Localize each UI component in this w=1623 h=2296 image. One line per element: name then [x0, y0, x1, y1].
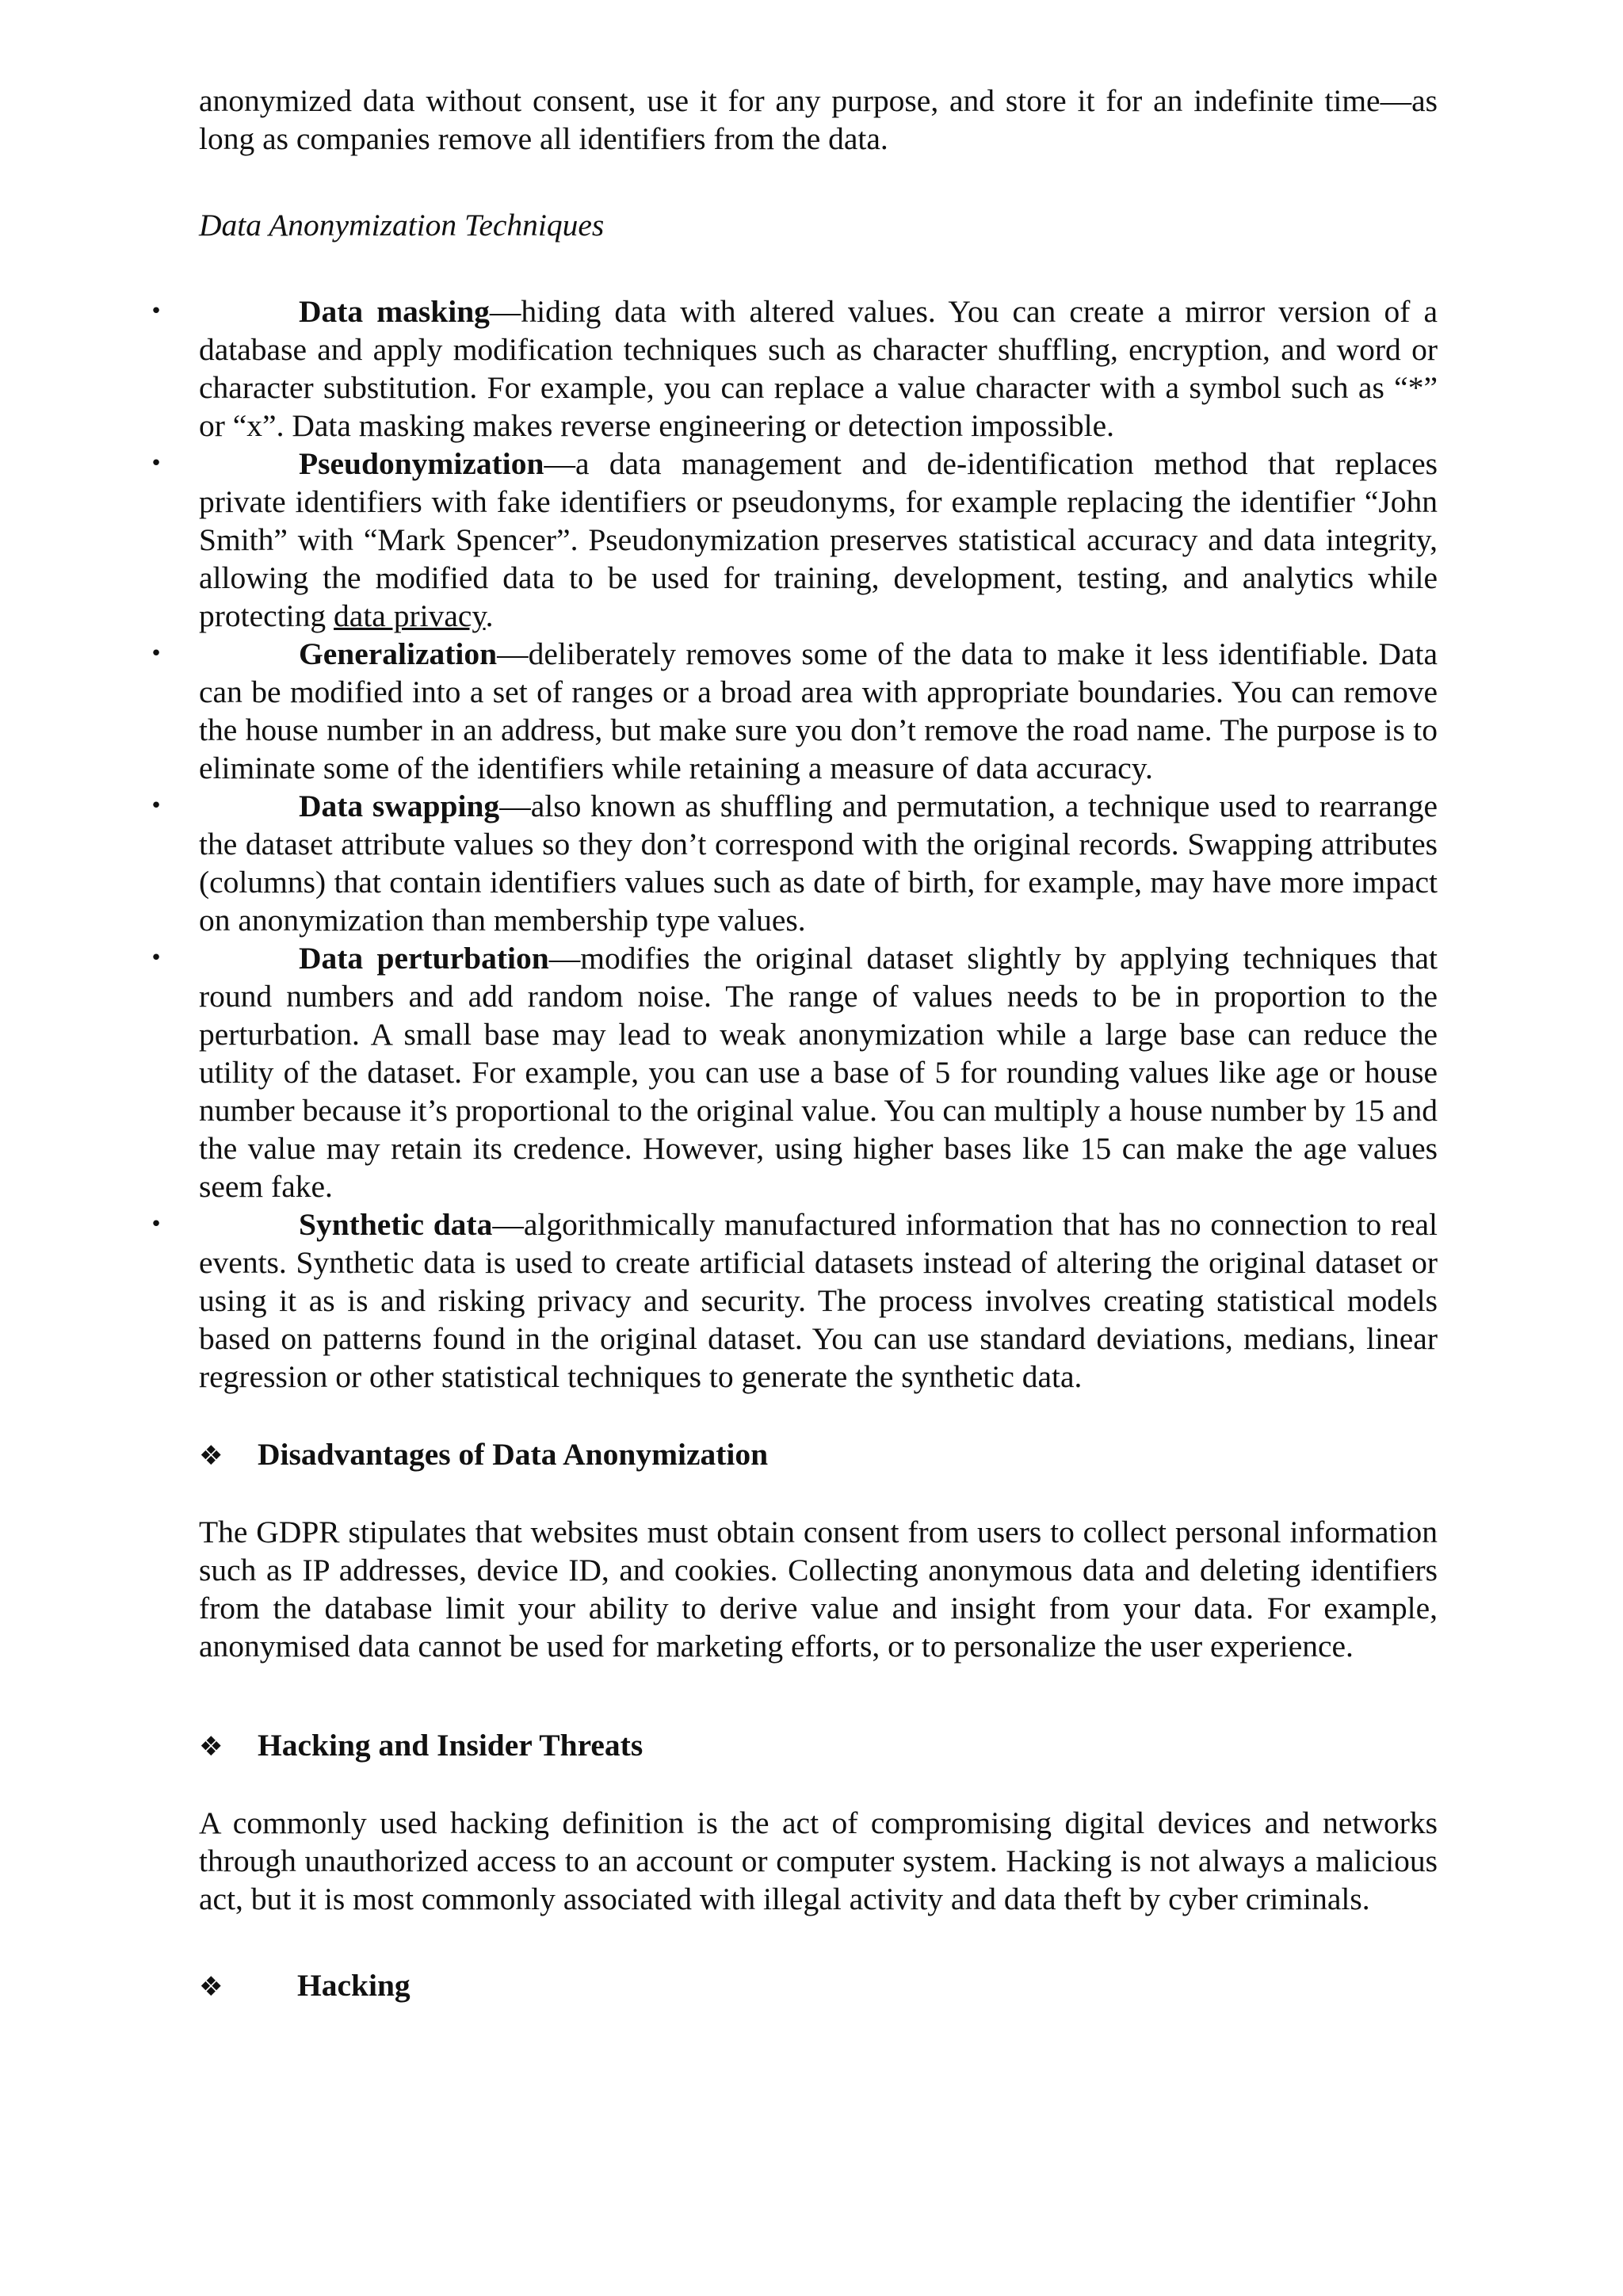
list-item — [150, 635, 1438, 787]
bullet-icon: • — [150, 794, 162, 818]
section-heading-text: Hacking and Insider Threats — [258, 1728, 643, 1763]
term-data-masking: Data masking — [299, 294, 490, 329]
hacking-threats-paragraph: A commonly used hacking definition is the act of compromising digital devices and networks through unauthorized access to an account or computer system. Hacking is not always a malicious act, but it is most commonly associated with illegal activity and data theft by cyber criminals. — [199, 1805, 1438, 1916]
data-privacy-link[interactable]: data privacy — [334, 598, 486, 633]
bullet-icon: • — [150, 1213, 162, 1236]
intro-paragraph: anonymized data without consent, use it for any purpose, and store it for an indefinite time—as long as companies remove all identifiers from the data. — [199, 83, 1438, 156]
disadvantages-heading — [199, 1435, 1438, 1475]
bullet-icon: • — [150, 642, 162, 666]
diamond-bullet-icon: ❖ — [199, 1440, 223, 1472]
definition-text: —algorithmically manufactured information that has no connection to real events. Synthetic data is used to create artificial datasets instead of altering the original dataset or using it as is and risking privacy and security. The process involves creating statistical models based on patterns found in the original dataset. You can use standard deviations, medians, linear regression or other statistical techniques to generate the synthetic data. — [199, 1207, 1438, 1394]
bullet-icon: • — [150, 946, 162, 970]
bullet-icon: • — [150, 452, 162, 476]
section-heading-text: Hacking — [297, 1968, 411, 2003]
bullet-icon: • — [150, 300, 162, 323]
definition-text: —deliberately removes some of the data to make it less identifiable. Data can be modified into a set of ranges or a broad area with appropriate boundaries. You can remove the house number in an address, but make sure you don’t remove the road name. The purpose is to eliminate some of the identifiers while retaining a measure of data accuracy. — [199, 636, 1438, 785]
diamond-bullet-icon: ❖ — [199, 1971, 223, 2003]
techniques-list — [150, 292, 1438, 1396]
definition-text: —modifies the original dataset slightly by applying techniques that round numbers and add random noise. The range of values needs to be in proportion to the perturbation. A small base may lead to weak anonymization while a large base can reduce the utility of the dataset. For example, you can use a base of 5 for rounding values like age or house number because it’s proportional to the original value. You can multiply a house number by 15 and the value may retain its credence. However, using higher bases like 15 can make the age values seem fake. — [199, 941, 1438, 1204]
definition-text: —hiding data with altered values. You can create a mirror version of a database and apply modification techniques such as character shuffling, encryption, and word or character substitution. For example, you can replace a value character with a symbol such as “*” or “x”. Data masking makes reverse engineering or detection impossible. — [199, 294, 1438, 443]
document-page — [150, 82, 1438, 2006]
list-item — [150, 787, 1438, 939]
diamond-bullet-icon: ❖ — [199, 1731, 223, 1763]
term-generalization: Generalization — [299, 636, 498, 671]
list-item — [150, 939, 1438, 1205]
term-synthetic-data: Synthetic data — [299, 1207, 493, 1242]
list-item — [150, 1205, 1438, 1396]
hacking-threats-heading — [199, 1726, 1438, 1766]
list-item — [150, 445, 1438, 635]
section-heading-text: Disadvantages of Data Anonymization — [258, 1437, 769, 1472]
term-data-swapping: Data swapping — [299, 789, 500, 823]
definition-text: —a data management and de-identification method that replaces private identifiers with fake identifiers or pseudonyms, for example replacing the identifier “John Smith” with “Mark Spencer”. Pseudonymization preserves statistical accuracy and data integrity, allowing the modified data to be used for training, development, testing, and analytics while protecting — [199, 446, 1438, 633]
definition-tail: . — [485, 598, 494, 633]
term-pseudonymization: Pseudonymization — [299, 446, 544, 481]
techniques-heading: Data Anonymization Techniques — [199, 208, 605, 243]
term-data-perturbation: Data perturbation — [299, 941, 549, 976]
disadvantages-paragraph: The GDPR stipulates that websites must obtain consent from users to collect personal information such as IP addresses, device ID, and cookies. Collecting anonymous data and deleting identifiers from the database limit your ability to derive value and insight from your data. For example, anonymised data cannot be used for marketing efforts, or to personalize the user experience. — [199, 1515, 1438, 1664]
list-item — [150, 292, 1438, 445]
definition-text: —also known as shuffling and permutation, a technique used to rearrange the dataset attribute values so they don’t correspond with the original records. Swapping attributes (columns) that contain identifiers values such as date of birth, for example, may have more impact on anonymization than membership type values. — [199, 789, 1438, 938]
hacking-heading — [199, 1966, 1438, 2006]
